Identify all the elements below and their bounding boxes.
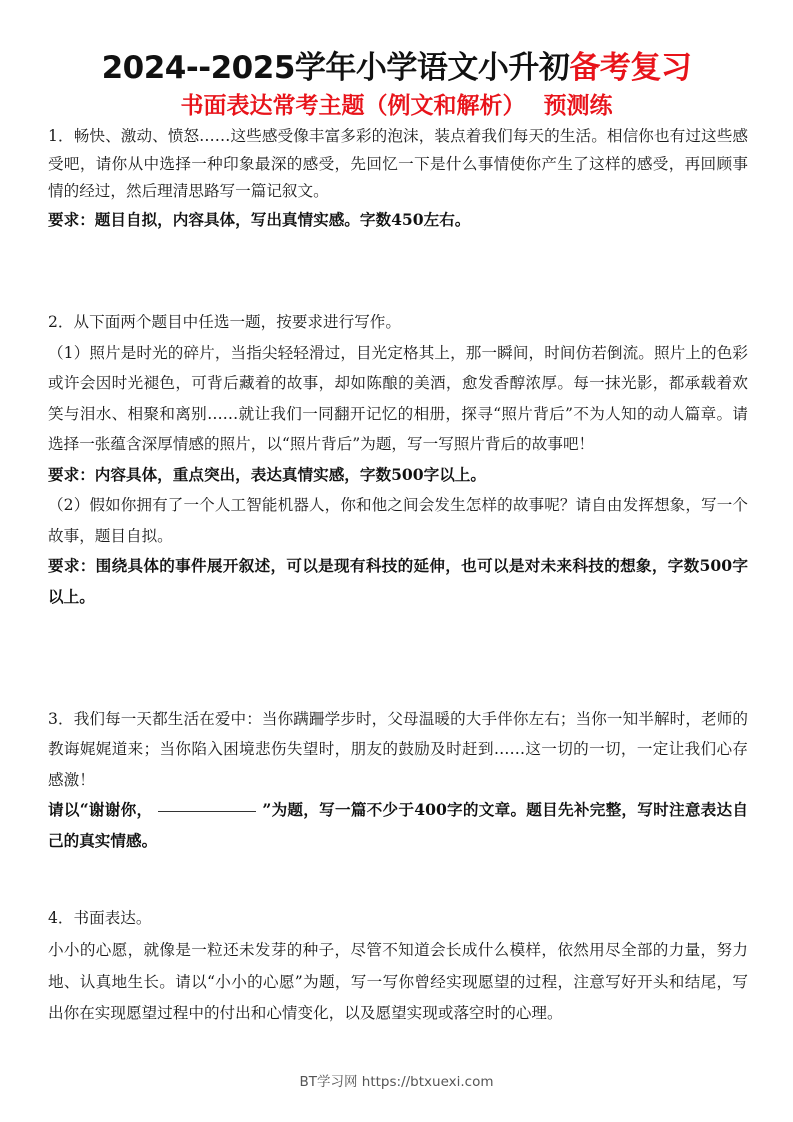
footer-watermark: BT学习网 https://btxuexi.com — [299, 1074, 494, 1090]
question-3-requirement-end: ”为题，写一篇不少于400字的文章。题目先补完整，写时注意表达自己的真实情感。 — [48, 800, 748, 850]
question-4-prompt: 小小的心愿，就像是一粒还未发芽的种子，尽管不知道会长成什么模样，依然用尽全部的力量，努力地、认真地生长。请以“小小的心愿”为题，写一写你曾经实现愿望的过程，注意写好开头和结尾，写出你在实现愿望过程中的付出和心情变化，以及愿望实现或落空时的心理。 — [48, 940, 748, 1023]
question-4-intro: 4．书面表达。 — [48, 909, 152, 927]
page-title-highlight: 备考复习 — [569, 50, 692, 86]
question-2-intro: 2．从下面两个题目中任选一题，按要求进行写作。 — [48, 313, 401, 331]
question-4 — [48, 903, 748, 1030]
question-2-option-2-prompt: （2）假如你拥有了一个人工智能机器人，你和他之间会发生怎样的故事呢？请自由发挥想象，写一个故事，题目自拟。 — [48, 496, 748, 545]
question-2 — [48, 307, 748, 612]
question-2-option-2-requirement: 要求：围绕具体的事件展开叙述，可以是现有科技的延伸，也可以是对未来科技的想象，字数500字以上。 — [48, 556, 748, 606]
page-subtitle-tail: 预测练 — [543, 93, 613, 119]
question-1-prompt: 1．畅快、激动、愤怒……这些感受像丰富多彩的泡沫，装点着我们每天的生活。相信你也有过这些感受吧，请你从中选择一种印象最深的感受，先回忆一下是什么事情使你产生了这样的感受，再回顾事情的经过，然后理清思路写一篇记叙文。 — [48, 127, 748, 201]
page-title-main: 2024--2025学年小学语文小升初 — [101, 50, 570, 86]
question-1-requirement: 要求：题目自拟，内容具体，写出真情实感。字数450左右。 — [48, 209, 471, 229]
question-3 — [48, 704, 748, 856]
question-3-prompt: 3．我们每一天都生活在爱中：当你蹒跚学步时，父母温暖的大手伴你左右；当你一知半解时，老师的教诲娓娓道来；当你陷入困境悲伤失望时，朋友的鼓励及时赶到……这一切的一切，一定让我们心存感激！ — [48, 710, 748, 789]
question-3-requirement — [48, 795, 748, 856]
page-title — [0, 48, 793, 88]
page-subtitle — [0, 89, 793, 123]
page-subtitle-main: 书面表达常考主题（例文和解析） — [180, 93, 526, 119]
question-2-option-1-requirement: 要求：内容具体，重点突出，表达真情实感，字数500字以上。 — [48, 464, 486, 484]
question-1 — [48, 123, 748, 233]
question-2-option-1-prompt: （1）照片是时光的碎片，当指尖轻轻滑过，目光定格其上，那一瞬间，时间仿若倒流。照片上的色彩或许会因时光褪色，可背后藏着的故事，却如陈酿的美酒，愈发香醇浓厚。每一抹光影，都承载着欢笑与泪水、相聚和离别……就让我们一同翻开记忆的相册，探寻“照片背后”不为人知的动人篇章。请选择一张蕴含深厚情感的照片，以“照片背后”为题，写一写照片背后的故事吧！ — [48, 343, 748, 453]
fill-in-blank — [158, 810, 256, 812]
question-3-requirement-start: 请以“谢谢你， — [48, 800, 153, 820]
